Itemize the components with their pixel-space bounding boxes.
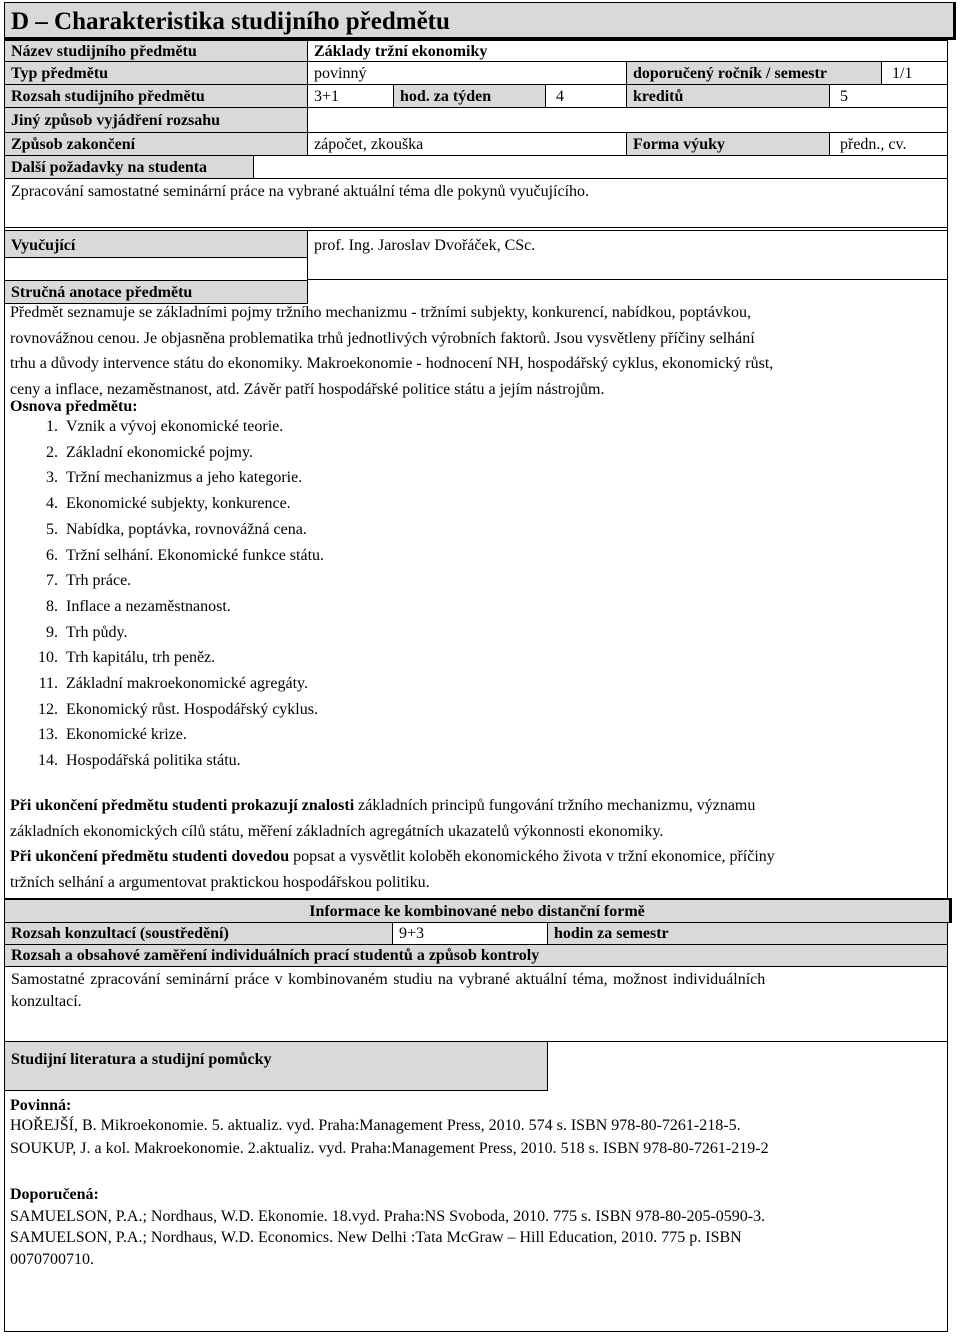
consult-label-cell [4,922,393,945]
type-value: povinný [314,65,367,82]
skills-text: tržních selhání a argumentovat praktickou hospodářskou politiku. [10,874,430,891]
year-value: 1/1 [892,65,913,82]
knowledge-paragraph [10,796,945,842]
list-item: 13. Ekonomické krize. [38,726,187,744]
requirements-label: Další požadavky na studenta [11,159,208,176]
consult-value: 9+3 [399,925,425,942]
skills-lead: Při ukončení předmětu studenti dovedou [10,848,290,865]
other-scope-value-cell [307,107,948,133]
list-item: 10. Trh kapitálu, trh peněz. [38,649,216,667]
requirements-value: Zpracování samostatné seminární práce na vybrané aktuální téma dle pokynů vyučujícího. [11,183,590,200]
outline-list [10,417,610,777]
requirements-value-cell [4,178,948,228]
credits-value: 5 [840,88,848,105]
scope-value: 3+1 [314,88,340,105]
individual-label-cell [4,944,948,967]
credits-label-cell [626,84,830,108]
name-value-cell [307,40,948,62]
year-value-cell [881,61,948,85]
type-label: Typ předmětu [11,65,109,82]
individual-text: Samostatné zpracování seminární práce v kombinovaném studiu na vybrané aktuální téma, možnost individuálních [11,971,766,988]
outline-heading: Osnova předmětu: [10,398,138,415]
list-item: SOUKUP, J. a kol. Makroekonomie. 2.aktualiz. vyd. Praha:Management Press, 2010. 518 s. ISBN 978-80-7261-219-2 [10,1140,769,1157]
annotation-line: trhu a důvody intervence státu do ekonomiky. Makroekonomie - hodnocení NH, hospodářský cyklus, ekonomický růst, [10,355,774,372]
form-value-cell [829,132,948,156]
individual-value-cell [4,966,948,1042]
type-label-cell [4,61,308,85]
other-scope-label-cell [4,107,308,133]
list-item: 12. Ekonomický růst. Hospodářský cyklus. [38,700,318,718]
credits-value-cell [829,84,948,108]
teachers-label-cell [4,230,308,258]
combined-title: Informace ke kombinované nebo distanční formě [309,903,645,920]
hours-label-cell [393,84,546,108]
literature-label: Studijní literatura a studijní pomůcky [11,1051,272,1068]
name-label: Název studijního předmětu [11,43,197,60]
consult-unit: hodin za semestr [554,925,669,942]
name-label-cell [4,40,308,62]
other-scope-label: Jiný způsob vyjádření rozsahu [11,112,221,129]
list-item: 3. Tržní mechanizmus a jeho kategorie. [46,469,303,487]
year-label-cell [626,61,882,85]
list-item: SAMUELSON, P.A.; Nordhaus, W.D. Economics. New Delhi :Tata McGraw – Hill Education, 2010. 775 p. ISBN [10,1229,742,1246]
teachers-value: prof. Ing. Jaroslav Dvořáček, CSc. [314,237,536,254]
annotation-text [10,303,945,400]
annotation-label-cell [4,280,308,304]
scope-label: Rozsah studijního předmětu [11,88,205,105]
list-item: 1. Vznik a vývoj ekonomické teorie. [46,418,284,435]
type-value-cell [307,61,627,85]
page-title: D – Charakteristika studijního předmětu [11,8,450,35]
teachers-label: Vyučující [11,237,76,254]
list-item: 4. Ekonomické subjekty, konkurence. [46,495,291,513]
annotation-line: rovnovážnou cenou. Je objasněna problematika trhů jednotlivých výrobních faktorů. Jsou vysvětleny příčiny selhání [10,329,755,347]
teachers-value-cell [307,230,948,280]
list-item: 7. Trh práce. [46,572,132,590]
knowledge-lead: Při ukončení předmětu studenti prokazují znalosti [10,797,355,814]
consult-label: Rozsah konzultací (soustředění) [11,925,229,942]
consult-unit-cell [547,922,948,945]
form-value: předn., cv. [840,136,907,153]
list-item: 11. Základní makroekonomické agregáty. [38,675,308,692]
annotation-label: Stručná anotace předmětu [11,284,193,301]
scope-label-cell [4,84,308,108]
knowledge-text: základních ekonomických cílů státu, měření základních agregátních ukazatelů výkonnosti ekonomiky. [10,823,664,840]
required-heading: Povinná: [10,1097,72,1114]
hours-label: hod. za týden [400,88,492,105]
hours-value-cell [545,84,627,108]
annotation-line: Předmět seznamuje se základními pojmy tržního mechanizmu - tržními subjekty, konkurencí, nabídkou, poptávkou, [10,304,751,321]
list-item: 8. Inflace a nezaměstnanost. [46,597,231,615]
form-label: Forma výuky [633,136,725,153]
title-bar [4,2,956,40]
list-item: HOŘEJŠÍ, B. Mikroekonomie. 5. aktualiz. vyd. Praha:Management Press, 2010. 574 s. ISBN 978-80-7261-218-5. [10,1117,741,1134]
list-item: 14. Hospodářská politika státu. [38,752,241,770]
hours-value: 4 [556,88,564,105]
list-item: SAMUELSON, P.A.; Nordhaus, W.D. Ekonomie. 18.vyd. Praha:NS Svoboda, 2010. 775 s. ISBN 978-80-205-0590-3. [10,1208,766,1225]
list-item: 0070700710. [10,1251,94,1268]
consult-value-cell [392,922,548,945]
completion-label: Způsob zakončení [11,136,136,153]
list-item: 9. Trh půdy. [46,623,128,641]
knowledge-text: základních principů fungování tržního mechanizmu, významu [354,797,756,814]
scope-value-cell [307,84,394,108]
completion-value-cell [307,132,627,156]
year-label: doporučený ročník / semestr [633,65,827,82]
combined-title-cell [4,898,952,923]
skills-paragraph [10,847,945,893]
annotation-line: ceny a inflace, nezaměstnanost, atd. Závěr patří hospodářské politice státu a jejím nástrojům. [10,380,605,398]
list-item: 6. Tržní selhání. Ekonomické funkce státu. [46,546,325,564]
credits-label: kreditů [633,88,684,105]
completion-value: zápočet, zkouška [314,136,424,153]
individual-label: Rozsah a obsahové zaměření individuálních prací studentů a způsob kontroly [11,947,540,964]
list-item: 2. Základní ekonomické pojmy. [46,443,253,461]
form-label-cell [626,132,830,156]
skills-text: popsat a vysvětlit koloběh ekonomického života v tržní ekonomice, příčiny [289,848,775,865]
list-item: 5. Nabídka, poptávka, rovnovážná cena. [46,520,307,538]
literature-label-cell [4,1041,548,1091]
name-value: Základy tržní ekonomiky [314,43,488,60]
completion-label-cell [4,132,308,156]
requirements-label-cell [4,155,254,179]
individual-text: konzultací. [11,993,82,1010]
recommended-heading: Doporučená: [10,1186,99,1203]
